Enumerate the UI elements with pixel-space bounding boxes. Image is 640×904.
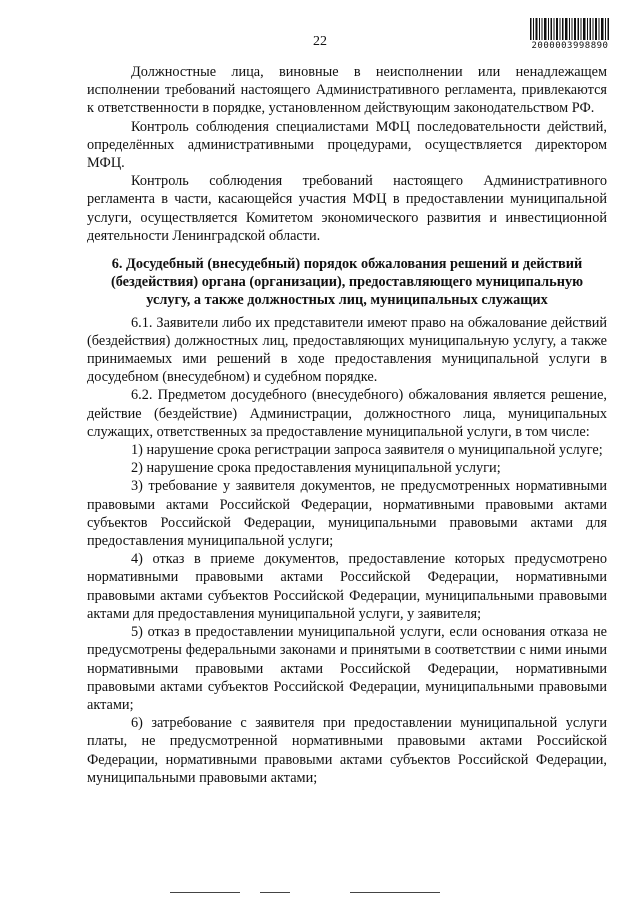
page-number: 22 [313,34,327,49]
paragraph-responsibility: Должностные лица, виновные в неисполнении или ненадлежащем исполнении требований настоящего Административного регламента, привлекаются к ответственности в порядке, установленном действующим законодательством РФ. [87,64,607,117]
list-item-6: 6) затребование с заявителя при предоставлении муниципальной услуги платы, не предусмотренной нормативными правовыми актами Российской Федерации, нормативными правовыми актами субъектов Российской Федерации, муниципальными правовыми актами; [87,715,607,786]
barcode-bars [530,18,610,40]
barcode-number: 2000003998890 [531,41,609,51]
list-item-2: 2) нарушение срока предоставления муниципальной услуги; [131,460,501,477]
document-body [87,63,607,787]
paragraph-6-2: 6.2. Предметом досудебного (внесудебного) обжалования является решение, действие (бездействие) Администрации, должностного лица, муниципальных служащих, ответственных за предоставление муниципальной услуги, в том числе: [87,387,607,440]
list-item-4: 4) отказ в приеме документов, предоставление которых предусмотрено нормативными правовыми актами Российской Федерации, нормативными правовыми актами субъектов Российской Федерации, муниципальными правовыми актами для предоставления муниципальной услуги, у заявителя; [87,551,607,622]
list-item-5: 5) отказ в предоставлении муниципальной услуги, если основания отказа не предусмотрены федеральными законами и принятыми в соответствии с ними иными нормативными правовыми актами Российской Федерации, нормативными правовыми актами субъектов Российской Федерации, муниципальными правовыми актами; [87,624,607,713]
paragraph-mfc-director-control: Контроль соблюдения специалистами МФЦ последовательности действий, определённых административными процедурами, осуществляется директором МФЦ. [87,118,607,172]
footer-rule [170,892,470,896]
barcode [530,18,610,51]
paragraph-committee-control: Контроль соблюдения требований настоящего Административного регламента в части, касающейся участия МФЦ в предоставлении муниципальной услуги, осуществляется Комитетом экономического развития и инвестиционной деятельности Ленинградской области. [87,173,607,244]
paragraph-6-1: 6.1. Заявители либо их представители имеют право на обжалование действий (бездействия) должностных лиц, предоставляющих муниципальную услугу, а также принимаемых ими решений в ходе предоставления муниципальной услуги в досудебном (внесудебном) и судебном порядке. [87,314,607,386]
section-heading: 6. Досудебный (внесудебный) порядок обжалования решений и действий (бездействия) органа (организации), предоставляющего муниципальную услугу, а также должностных лиц, муниципальных служащих [110,256,584,309]
list-item-1: 1) нарушение срока регистрации запроса заявителя о муниципальной услуге; [131,442,603,459]
list-item-3: 3) требование у заявителя документов, не предусмотренных нормативными правовыми актами Российской Федерации, нормативными правовыми актами субъектов Российской Федерации, муниципальными правовыми актами для предоставления муниципальной услуги; [87,478,607,550]
